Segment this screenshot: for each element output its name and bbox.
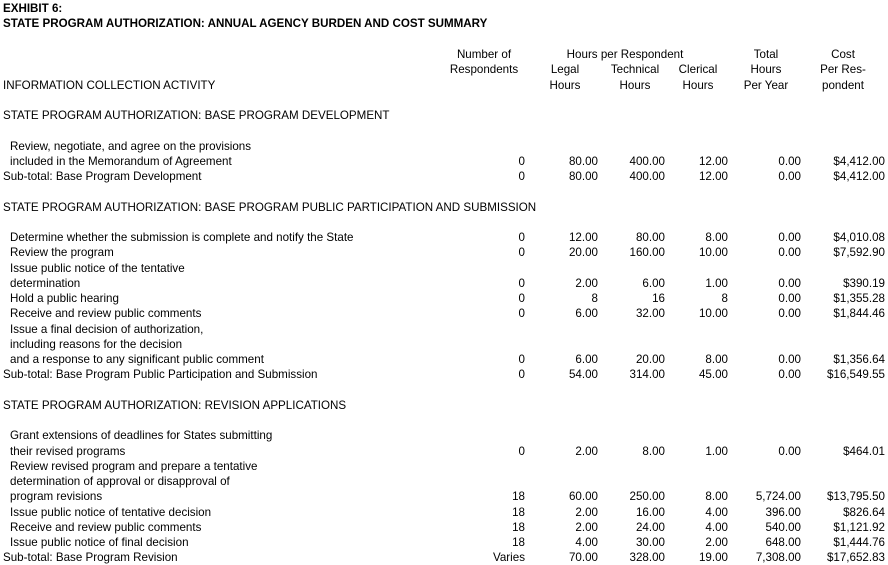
activity-label: their revised programs xyxy=(10,444,126,458)
row-cost-per-respondent: $13,795.50 xyxy=(826,490,885,504)
row-cost-per-respondent: $4,010.08 xyxy=(833,231,885,244)
row-respondents: 18 xyxy=(512,490,525,504)
subtotal-clerical-hours: 45.00 xyxy=(698,368,728,382)
activity-label: Determine whether the submission is complete and notify the State xyxy=(10,231,354,244)
row-legal-hours: 2.00 xyxy=(575,276,598,290)
row-technical-hours: 16 xyxy=(652,292,665,305)
activity-label: Receive and review public comments xyxy=(10,520,202,534)
section-title: STATE PROGRAM AUTHORIZATION: REVISION APPLICATIONS xyxy=(3,398,347,412)
row-respondents: 0 xyxy=(518,307,525,321)
row-technical-hours: 400.00 xyxy=(629,154,665,168)
row-technical-hours: 160.00 xyxy=(629,246,665,260)
subtotal-legal-hours: 80.00 xyxy=(568,170,598,183)
row-total-hours: 5,724.00 xyxy=(755,490,801,504)
row-clerical-hours: 10.00 xyxy=(698,246,728,260)
row-clerical-hours: 4.00 xyxy=(705,505,728,519)
row-respondents: 0 xyxy=(518,246,525,260)
header-legal-line-1: Legal xyxy=(550,63,580,76)
row-legal-hours: 6.00 xyxy=(575,353,598,366)
row-legal-hours: 2.00 xyxy=(575,505,598,519)
row-cost-per-respondent: $4,412.00 xyxy=(833,154,885,168)
row-total-hours: 0.00 xyxy=(778,276,801,290)
row-technical-hours: 24.00 xyxy=(635,520,665,534)
row-respondents: 0 xyxy=(518,353,525,366)
row-clerical-hours: 8 xyxy=(721,292,728,305)
activity-label: Review the program xyxy=(10,246,114,260)
row-total-hours: 0.00 xyxy=(778,307,801,321)
row-legal-hours: 8 xyxy=(591,292,598,305)
row-cost-per-respondent: $464.01 xyxy=(843,444,885,458)
row-technical-hours: 16.00 xyxy=(635,505,665,519)
subtotal-total-hours: 7,308.00 xyxy=(755,551,801,565)
activity-label: program revisions xyxy=(10,490,103,504)
subtotal-technical-hours: 314.00 xyxy=(629,368,665,382)
row-cost-per-respondent: $1,355.28 xyxy=(833,292,885,305)
activity-label: including reasons for the decision xyxy=(10,337,183,351)
row-total-hours: 0.00 xyxy=(778,292,801,305)
header-hours-group: Hours per Respondent xyxy=(566,48,684,61)
header-cost-line-2: Per Res- xyxy=(820,63,866,76)
subtotal-label: Sub-total: Base Program Development xyxy=(3,170,202,183)
row-technical-hours: 250.00 xyxy=(629,490,665,504)
activity-label: determination xyxy=(10,276,81,290)
row-clerical-hours: 8.00 xyxy=(705,231,728,244)
row-technical-hours: 80.00 xyxy=(635,231,665,244)
row-legal-hours: 6.00 xyxy=(575,307,598,321)
activity-label: Issue public notice of the tentative xyxy=(10,261,185,275)
subtotal-legal-hours: 70.00 xyxy=(568,551,598,565)
header-total-line-3: Per Year xyxy=(743,79,789,92)
row-legal-hours: 60.00 xyxy=(568,490,598,504)
header-clerical-line-1: Clerical xyxy=(678,63,718,76)
subtotal-label: Sub-total: Base Program Public Participation and Submission xyxy=(3,368,318,382)
subtotal-total-hours: 0.00 xyxy=(778,368,801,382)
row-cost-per-respondent: $1,356.64 xyxy=(833,353,885,366)
row-legal-hours: 2.00 xyxy=(575,520,598,534)
subtotal-technical-hours: 400.00 xyxy=(629,170,665,183)
row-cost-per-respondent: $390.19 xyxy=(843,276,885,290)
row-cost-per-respondent: $1,121.92 xyxy=(833,520,885,534)
row-respondents: 0 xyxy=(518,276,525,290)
row-clerical-hours: 1.00 xyxy=(705,276,728,290)
row-technical-hours: 30.00 xyxy=(635,536,665,549)
subtotal-technical-hours: 328.00 xyxy=(629,551,665,565)
row-clerical-hours: 8.00 xyxy=(705,353,728,366)
row-cost-per-respondent: $1,444.76 xyxy=(833,536,885,549)
activity-label: Hold a public hearing xyxy=(10,292,119,305)
row-legal-hours: 20.00 xyxy=(568,246,598,260)
exhibit-title: STATE PROGRAM AUTHORIZATION: ANNUAL AGENCY BURDEN AND COST SUMMARY xyxy=(3,17,488,30)
header-technical-line-1: Technical xyxy=(610,63,660,76)
row-legal-hours: 12.00 xyxy=(568,231,598,244)
row-clerical-hours: 2.00 xyxy=(705,536,728,549)
header-legal-line-2: Hours xyxy=(549,79,581,92)
row-clerical-hours: 1.00 xyxy=(705,444,728,458)
subtotal-respondents: 0 xyxy=(518,368,525,382)
row-respondents: 0 xyxy=(518,154,525,168)
row-clerical-hours: 10.00 xyxy=(698,307,728,321)
row-legal-hours: 80.00 xyxy=(568,154,598,168)
row-legal-hours: 4.00 xyxy=(575,536,598,549)
section-title: STATE PROGRAM AUTHORIZATION: BASE PROGRAM DEVELOPMENT xyxy=(3,109,390,122)
row-total-hours: 396.00 xyxy=(765,505,801,519)
activity-label: Review, negotiate, and agree on the provisions xyxy=(10,139,252,153)
subtotal-cost-per-respondent: $16,549.55 xyxy=(826,368,885,382)
exhibit-number: EXHIBIT 6: xyxy=(3,2,63,15)
header-respondents-line-2: Respondents xyxy=(449,63,519,76)
row-clerical-hours: 12.00 xyxy=(698,154,728,168)
subtotal-clerical-hours: 12.00 xyxy=(698,170,728,183)
subtotal-cost-per-respondent: $4,412.00 xyxy=(833,170,885,183)
activity-label: determination of approval or disapproval of xyxy=(10,475,230,488)
row-respondents: 0 xyxy=(518,292,525,305)
header-activity: INFORMATION COLLECTION ACTIVITY xyxy=(3,79,216,92)
row-total-hours: 648.00 xyxy=(765,536,801,549)
row-respondents: 0 xyxy=(518,444,525,458)
row-legal-hours: 2.00 xyxy=(575,444,598,458)
subtotal-respondents: Varies xyxy=(492,551,525,565)
subtotal-cost-per-respondent: $17,652.83 xyxy=(826,551,885,565)
subtotal-label: Sub-total: Base Program Revision xyxy=(3,551,178,565)
row-total-hours: 0.00 xyxy=(778,246,801,260)
header-cost-line-3: pondent xyxy=(822,79,864,92)
header-total-line-1: Total xyxy=(753,48,779,61)
activity-label: and a response to any significant public comment xyxy=(10,353,264,366)
row-clerical-hours: 8.00 xyxy=(705,490,728,504)
header-clerical-line-2: Hours xyxy=(682,79,714,92)
row-technical-hours: 8.00 xyxy=(642,444,665,458)
row-technical-hours: 32.00 xyxy=(635,307,665,321)
row-cost-per-respondent: $7,592.90 xyxy=(833,246,885,260)
row-respondents: 18 xyxy=(512,520,525,534)
header-total-line-2: Hours xyxy=(750,63,782,76)
row-respondents: 18 xyxy=(512,505,525,519)
header-technical-line-2: Hours xyxy=(619,79,651,92)
section-title: STATE PROGRAM AUTHORIZATION: BASE PROGRAM PUBLIC PARTICIPATION AND SUBMISSION xyxy=(3,200,537,214)
header-respondents-line-1: Number of xyxy=(456,48,512,61)
subtotal-legal-hours: 54.00 xyxy=(568,368,598,382)
activity-label: included in the Memorandum of Agreement xyxy=(10,154,232,168)
row-total-hours: 0.00 xyxy=(778,353,801,366)
row-respondents: 18 xyxy=(512,536,525,549)
row-total-hours: 0.00 xyxy=(778,231,801,244)
row-total-hours: 540.00 xyxy=(765,520,801,534)
row-cost-per-respondent: $826.64 xyxy=(843,505,885,519)
subtotal-total-hours: 0.00 xyxy=(778,170,801,183)
row-respondents: 0 xyxy=(518,231,525,244)
header-cost-line-1: Cost xyxy=(831,48,855,61)
row-clerical-hours: 4.00 xyxy=(705,520,728,534)
activity-label: Receive and review public comments xyxy=(10,307,202,321)
activity-label: Grant extensions of deadlines for States submitting xyxy=(10,429,273,443)
row-total-hours: 0.00 xyxy=(778,154,801,168)
activity-label: Issue public notice of final decision xyxy=(10,536,189,549)
row-technical-hours: 20.00 xyxy=(635,353,665,366)
subtotal-respondents: 0 xyxy=(518,170,525,183)
row-total-hours: 0.00 xyxy=(778,444,801,458)
activity-label: Review revised program and prepare a tentative xyxy=(10,459,258,473)
subtotal-clerical-hours: 19.00 xyxy=(698,551,728,565)
activity-label: Issue public notice of tentative decision xyxy=(10,505,212,519)
row-cost-per-respondent: $1,844.46 xyxy=(833,307,885,321)
row-technical-hours: 6.00 xyxy=(642,276,665,290)
activity-label: Issue a final decision of authorization, xyxy=(10,322,204,336)
